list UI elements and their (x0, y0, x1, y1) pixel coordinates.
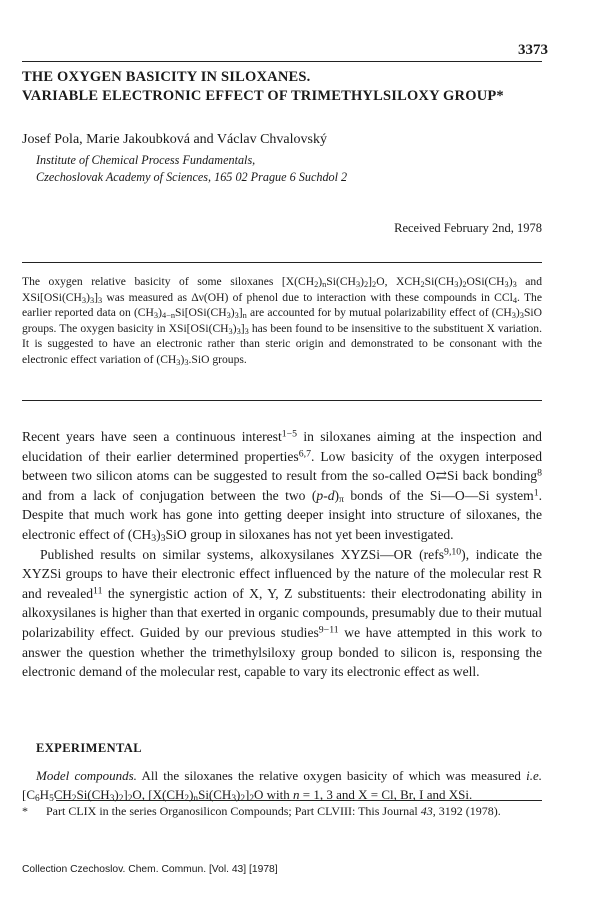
abstract-text: The oxygen relative basicity of some siloxanes $[X(CH_2)_nSi(CH_3)_2]_2O$, $XCH_2Si(CH_3)_2OSi(CH_3)_3$ and $XSi[OSi(CH_3)_3]_3$ was measured as Δν(OH) of phenol due to interaction with these compounds in CCl$_4$. The earlier reported data on $(CH_3)_{4-n}Si[OSi(CH_3)_3]_n$ are accounted for by mutual polarizability effect of $(CH_3)_3SiO$ groups. The oxygen basicity in $XSi[OSi(CH_3)_3]_3$ has been found to be insensitive to the substituent X variation. It is suggested to have an electronic rather than steric origin and demonstrated to be consonant with the electronic effect variation of $(CH_3)_3.SiO$ groups. (22, 275, 543, 367)
received-date: Received February 2nd, 1978 (394, 221, 542, 235)
authors: Josef Pola, Marie Jakoubková and Václav Chvalovský (22, 132, 327, 147)
body-paragraph-2: Published results on similar systems, alkoxysilanes XYZSi—OR (refs$^{9,10}$), indicate the XYZSi groups to have their electronic effect influenced by the nature of the molecular rest R and revealed$^{11}$ the synergistic action of X, Y, Z substituents: their electrodonating ability in alkoxysilanes is higher than that exerted in organic compounds, presumably due to their mutual polarizability effect. Guided by our previous studies$^{9-11}$ we have attempted in this work to answer the question whether the trimethylsiloxy group bonded to silicon is, responsing the electronic demand of the molecular rest, capable to vary its electronic effect as well. (22, 546, 543, 680)
body-text (22, 427, 542, 682)
affiliation-line-1: Institute of Chemical Process Fundamentals, (36, 153, 256, 167)
journal-footer: Collection Czechoslov. Chem. Commun. [Vol. 43] [1978] (22, 864, 278, 875)
title-line-2: VARIABLE ELECTRONIC EFFECT OF TRIMETHYLSILOXY GROUP* (22, 88, 504, 104)
experimental-paragraph: Model compounds. All the siloxanes the relative oxygen basicity of which was measured i.e. $[C_6H_5CH_2Si(CH_3)_2]_2O$, $[X(CH_2)_nSi(CH_3)_2]_2O$ with n = 1, 3 and X = Cl, Br, I and XSi. (22, 768, 542, 805)
title-line-1: THE OXYGEN BASICITY IN SILOXANES. (22, 69, 311, 85)
affiliation (36, 152, 347, 186)
abstract-top-rule (22, 262, 542, 263)
page-number: 3373 (518, 42, 548, 58)
abstract (22, 274, 542, 368)
abstract-bottom-rule (22, 400, 542, 401)
header-rule (22, 61, 542, 62)
footnote-rule (56, 800, 542, 801)
section-heading-experimental: EXPERIMENTAL (36, 741, 142, 755)
experimental-lead: Model compounds. (36, 768, 137, 783)
body-paragraph-1: Recent years have seen a continuous interest$^{1-5}$ in siloxanes aiming at the inspection and elucidation of their earlier determined properties$^{6,7}$. Low basicity of the oxygen interposed between two silicon atoms can be suggested to result from the so-called O⇄Si back bonding$^8$ and from a lack of conjugation between the two $(p-d)_\pi$ bonds of the Si—O—Si system$^1$. Despite that much work has gone into getting deeper insight into structure of siloxanes, the electronic effect of $(CH_3)_3SiO$ group in siloxanes has not yet been investigated. (22, 428, 542, 545)
article-title (22, 68, 552, 106)
footnote: * Part CLIX in the series Organosilicon Compounds; Part CLVIII: This Journal 43, 3192 (1978). (22, 804, 501, 818)
affiliation-line-2: Czechoslovak Academy of Sciences, 165 02 Prague 6 Suchdol 2 (36, 170, 348, 184)
